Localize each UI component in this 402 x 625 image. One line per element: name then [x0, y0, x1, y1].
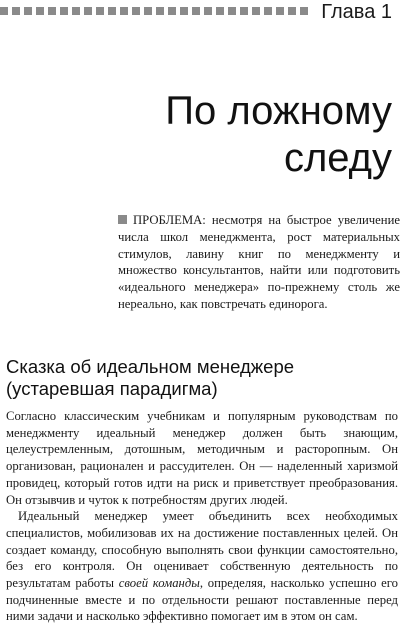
body-text [6, 408, 398, 625]
problem-statement [118, 212, 400, 313]
square-bullet-icon [118, 215, 127, 224]
paragraph-2 [6, 508, 398, 625]
chapter-label: Глава 1 [321, 1, 392, 23]
chapter-title [62, 88, 392, 182]
section-heading-line2: (устаревшая парадигма) [6, 378, 218, 399]
paragraph-2-part-2: , определяя, насколько успешно его подчиненные вместе и по отдельности решают поставленные перед ними задачи и насколько эффективно помогает им в этом он сам. [6, 576, 398, 624]
chapter-title-line1: По ложному [165, 89, 392, 133]
chapter-title-line2: следу [283, 136, 392, 180]
problem-text: ПРОБЛЕМА: несмотря на быстрое увеличение числа школ менеджмента, рост материальных стимулов, лавину книг по менеджменту и множество консультантов, найти или подготовить «идеального менеджера» по-прежнему столь же нереально, как повстречать единорога. [118, 213, 400, 311]
section-heading [6, 356, 396, 400]
paragraph-1: Согласно классическим учебникам и популярным руководствам по менеджменту идеальный менеджер должен быть знающим, целеустремленным, дотошным, методичным и расторопным. Он организован, рационален и рассудителен. Он — наделенный харизмой провидец, который готов идти на риск и приветствует преобразования. Он отзывчив и чуток к потребностям других людей. [6, 409, 398, 507]
section-heading-line1: Сказка об идеальном менеджере [6, 356, 295, 377]
header-dotted-rule [0, 7, 318, 16]
paragraph-2-emphasis: своей команды [118, 576, 200, 591]
paragraph-2-part-1: Идеальный менеджер умеет объединить всех необходимых специалистов, мобилизовав их на достижение поставленных целей. Он создает команду, способную выполнять свои функции самостоятельно, без его контроля. Он оценивает собственную деятельность по результатам работы [6, 509, 398, 591]
